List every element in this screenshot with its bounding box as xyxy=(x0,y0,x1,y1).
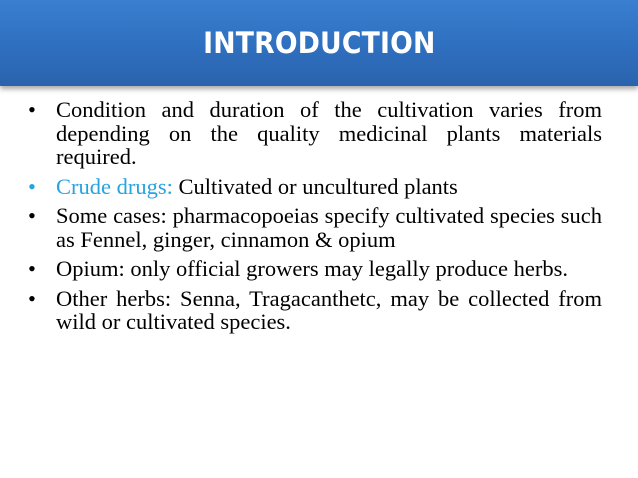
bullet-item-pharmacopoeias xyxy=(28,204,602,251)
bullet-icon: • xyxy=(28,97,36,122)
title-bar xyxy=(0,0,638,86)
bullet-text: Other herbs: Senna, Tragacanthetc, may be collected from wild or cultivated species. xyxy=(56,285,602,334)
slide-title: INTRODUCTION xyxy=(202,26,436,60)
bullet-icon: • xyxy=(28,203,36,228)
bullet-text: Opium: only official growers may legally produce herbs. xyxy=(56,256,568,281)
bullet-icon: • xyxy=(28,285,36,311)
bullet-list xyxy=(28,98,602,340)
bullet-text: Some cases: pharmacopoeias specify cultivated species such as Fennel, ginger, cinnamon & opium xyxy=(56,203,602,252)
bullet-item-cultivation-conditions xyxy=(28,98,602,169)
bullet-icon: • xyxy=(28,256,36,281)
bullet-text: Cultivated or uncultured plants xyxy=(172,173,458,199)
bullet-item-crude-drugs xyxy=(28,175,602,199)
bullet-text: Condition and duration of the cultivation varies from depending on the quality medicinal plants materials required. xyxy=(56,97,602,169)
bullet-item-other-herbs xyxy=(28,287,602,334)
bullet-item-opium xyxy=(28,257,602,281)
bullet-icon: • xyxy=(28,173,36,199)
bullet-lead-term: Crude drugs: xyxy=(56,173,173,199)
